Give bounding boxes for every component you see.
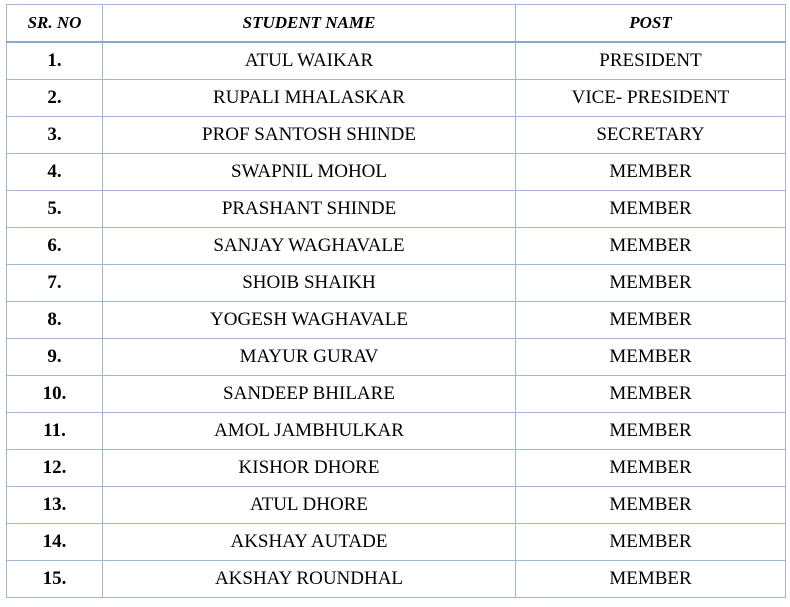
table-row <box>7 376 786 413</box>
table-row <box>7 339 786 376</box>
sr-no-cell: 15. <box>7 561 103 598</box>
committee-table <box>6 4 786 598</box>
student-name-cell: RUPALI MHALASKAR <box>103 80 516 117</box>
student-name-cell: MAYUR GURAV <box>103 339 516 376</box>
post-cell: MEMBER <box>516 154 786 191</box>
table-row <box>7 42 786 80</box>
post-cell: MEMBER <box>516 339 786 376</box>
table-row <box>7 154 786 191</box>
post-cell: MEMBER <box>516 376 786 413</box>
sr-no-cell: 3. <box>7 117 103 154</box>
table-row <box>7 302 786 339</box>
post-cell: MEMBER <box>516 302 786 339</box>
sr-no-cell: 10. <box>7 376 103 413</box>
sr-no-cell: 6. <box>7 228 103 265</box>
table-row <box>7 487 786 524</box>
table-row <box>7 524 786 561</box>
sr-no-cell: 4. <box>7 154 103 191</box>
sr-no-cell: 12. <box>7 450 103 487</box>
post-cell: MEMBER <box>516 413 786 450</box>
post-cell: MEMBER <box>516 524 786 561</box>
table-row <box>7 80 786 117</box>
student-name-cell: SANDEEP BHILARE <box>103 376 516 413</box>
sr-no-cell: 7. <box>7 265 103 302</box>
sr-no-cell: 2. <box>7 80 103 117</box>
sr-no-cell: 8. <box>7 302 103 339</box>
student-name-cell: ATUL DHORE <box>103 487 516 524</box>
student-name-cell: KISHOR DHORE <box>103 450 516 487</box>
header-sr-no: SR. NO <box>7 5 103 43</box>
post-cell: PRESIDENT <box>516 42 786 80</box>
table-row <box>7 561 786 598</box>
post-cell: MEMBER <box>516 228 786 265</box>
post-cell: MEMBER <box>516 450 786 487</box>
sr-no-cell: 11. <box>7 413 103 450</box>
header-student-name: STUDENT NAME <box>103 5 516 43</box>
student-name-cell: ATUL WAIKAR <box>103 42 516 80</box>
student-name-cell: SANJAY WAGHAVALE <box>103 228 516 265</box>
student-name-cell: AKSHAY ROUNDHAL <box>103 561 516 598</box>
post-cell: MEMBER <box>516 265 786 302</box>
student-name-cell: YOGESH WAGHAVALE <box>103 302 516 339</box>
sr-no-cell: 1. <box>7 42 103 80</box>
table-header <box>7 5 786 43</box>
table-row <box>7 265 786 302</box>
sr-no-cell: 9. <box>7 339 103 376</box>
student-name-cell: PRASHANT SHINDE <box>103 191 516 228</box>
student-name-cell: AMOL JAMBHULKAR <box>103 413 516 450</box>
table-row <box>7 450 786 487</box>
header-post: POST <box>516 5 786 43</box>
student-name-cell: PROF SANTOSH SHINDE <box>103 117 516 154</box>
post-cell: MEMBER <box>516 487 786 524</box>
table-row <box>7 228 786 265</box>
sr-no-cell: 5. <box>7 191 103 228</box>
table-row <box>7 191 786 228</box>
table-body <box>7 42 786 598</box>
student-name-cell: SWAPNIL MOHOL <box>103 154 516 191</box>
post-cell: VICE- PRESIDENT <box>516 80 786 117</box>
table-row <box>7 413 786 450</box>
table-row <box>7 117 786 154</box>
post-cell: MEMBER <box>516 561 786 598</box>
sr-no-cell: 13. <box>7 487 103 524</box>
post-cell: MEMBER <box>516 191 786 228</box>
post-cell: SECRETARY <box>516 117 786 154</box>
student-name-cell: SHOIB SHAIKH <box>103 265 516 302</box>
sr-no-cell: 14. <box>7 524 103 561</box>
student-name-cell: AKSHAY AUTADE <box>103 524 516 561</box>
header-row <box>7 5 786 43</box>
